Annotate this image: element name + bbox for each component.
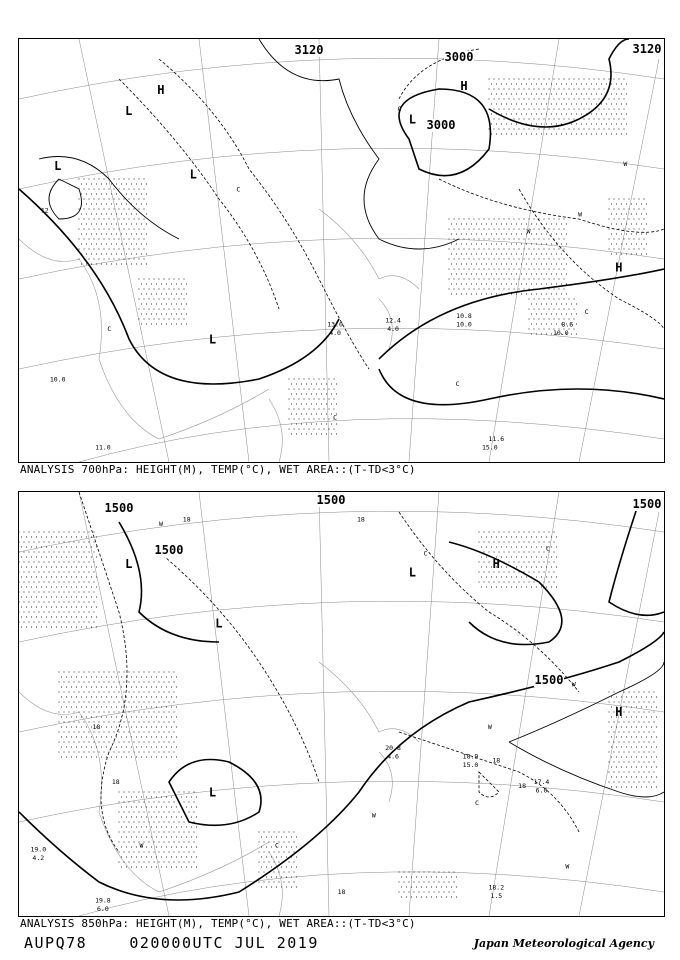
isotherm-label: C (584, 307, 589, 316)
valid-datetime: 020000UTC JUL 2019 (129, 934, 319, 952)
isotherm-label: 18 (111, 777, 120, 786)
station-observation: 18.9 (462, 752, 479, 761)
contour-label: 3000 (426, 118, 456, 132)
station-observation: 1.5 (490, 892, 503, 901)
isotherm-label: C (423, 549, 428, 558)
isotherm-label: W (371, 811, 376, 820)
station-observation: 4.2 (32, 854, 45, 862)
low-pressure-center: L (208, 332, 217, 347)
contour-label: 3120 (294, 43, 324, 57)
low-pressure-center: L (125, 557, 133, 572)
isotherm-label: W (578, 210, 583, 219)
high-pressure-center: H (615, 260, 623, 275)
station-observation: 8.6 (561, 320, 574, 329)
isotherm-label: C (333, 413, 338, 422)
station-observation: 10.8 (456, 312, 472, 321)
station-observation: 6.0 (97, 904, 109, 913)
height-contours (19, 502, 664, 900)
panel-caption-700hpa: ANALYSIS 700hPa: HEIGHT(M), TEMP(°C), WET AREA::(T-TD<3°C) (20, 463, 416, 476)
height-contours (19, 39, 664, 405)
station-observation: 4.6 (387, 752, 399, 761)
isotherm-label: W (158, 519, 163, 528)
map-panel-700hpa (18, 38, 665, 463)
isotherm-label: 18 (182, 515, 191, 524)
chart-id-and-time (24, 934, 319, 952)
station-observation: 13.0 (327, 320, 343, 329)
isotherm-label: C (397, 104, 402, 113)
low-pressure-center: L (125, 104, 133, 119)
low-pressure-center: L (215, 616, 223, 631)
station-observation: 4.0 (387, 324, 399, 333)
contour-label: 3120 (632, 42, 662, 56)
isotherm-label: 18 (356, 515, 365, 524)
high-pressure-center: H (615, 705, 623, 720)
station-observation: 20.8 (385, 744, 401, 752)
isotherm-label: 12 (40, 206, 49, 215)
panel-caption-850hpa: ANALYSIS 850hPa: HEIGHT(M), TEMP(°C), WET AREA::(T-TD<3°C) (20, 917, 416, 930)
isotherm-label: C (455, 379, 460, 388)
station-observation: 17.4 (533, 777, 550, 786)
station-observation: 11.0 (95, 443, 111, 452)
contour-label: 1500 (534, 673, 564, 687)
chart-code: AUPQ78 (24, 934, 88, 952)
isotherm-label: 18 (518, 782, 527, 791)
station-observation: 15.0 (481, 443, 498, 452)
wet-area-stipple (19, 531, 657, 897)
high-pressure-center: H (492, 557, 500, 572)
isotherm-label: W (139, 841, 144, 850)
station-observation: 18.2 (488, 883, 505, 892)
contour-label: 1500 (316, 493, 346, 507)
station-observation: 6.0 (535, 786, 548, 795)
lat-lon-grid (19, 492, 664, 916)
low-pressure-center: L (189, 167, 197, 182)
station-observation: 15.0 (462, 760, 479, 769)
station-observation: 10.0 (552, 329, 569, 338)
station-observation: 11.6 (488, 434, 505, 443)
station-observation: 19.0 (30, 845, 47, 854)
isotherm-label: 18 (492, 756, 501, 765)
high-pressure-center: H (460, 78, 468, 93)
high-pressure-center: H (157, 83, 165, 97)
contour-label: 3000 (444, 50, 474, 64)
map-700hpa (19, 39, 664, 462)
contour-label: 1500 (104, 501, 134, 515)
map-850hpa (19, 492, 664, 916)
low-pressure-center: L (54, 159, 62, 174)
low-pressure-center: L (408, 112, 417, 127)
station-observation: 10.0 (456, 320, 472, 329)
isotherm-label: C (107, 324, 112, 333)
contour-label: 1500 (632, 497, 662, 511)
isotherm-label: W (623, 159, 628, 168)
station-observation: 10.0 (49, 375, 66, 384)
isotherm-label: W (571, 680, 576, 689)
station-observation: 12.4 (385, 316, 401, 325)
isotherm-label: W (565, 862, 570, 871)
isotherm-label: C (275, 841, 279, 850)
lat-lon-grid (19, 39, 664, 462)
isotherm-label: C (474, 799, 479, 807)
isotherm-label: C (545, 545, 550, 554)
isotherm-label: C (236, 185, 241, 194)
contour-label: 1500 (154, 543, 184, 557)
agency-name: Japan Meteorological Agency (473, 937, 654, 950)
low-pressure-center: L (408, 565, 417, 580)
isotherm-label: 18 (337, 887, 346, 896)
isotherm-label: W (487, 722, 492, 731)
map-panel-850hpa (18, 491, 665, 917)
station-observation: 19.8 (95, 896, 111, 905)
wet-area-stipple (78, 78, 647, 434)
isotherm-label: 18 (92, 722, 101, 731)
station-observation: 4.0 (329, 329, 341, 338)
low-pressure-center: L (208, 785, 217, 800)
isotherm-label: W (526, 227, 531, 236)
